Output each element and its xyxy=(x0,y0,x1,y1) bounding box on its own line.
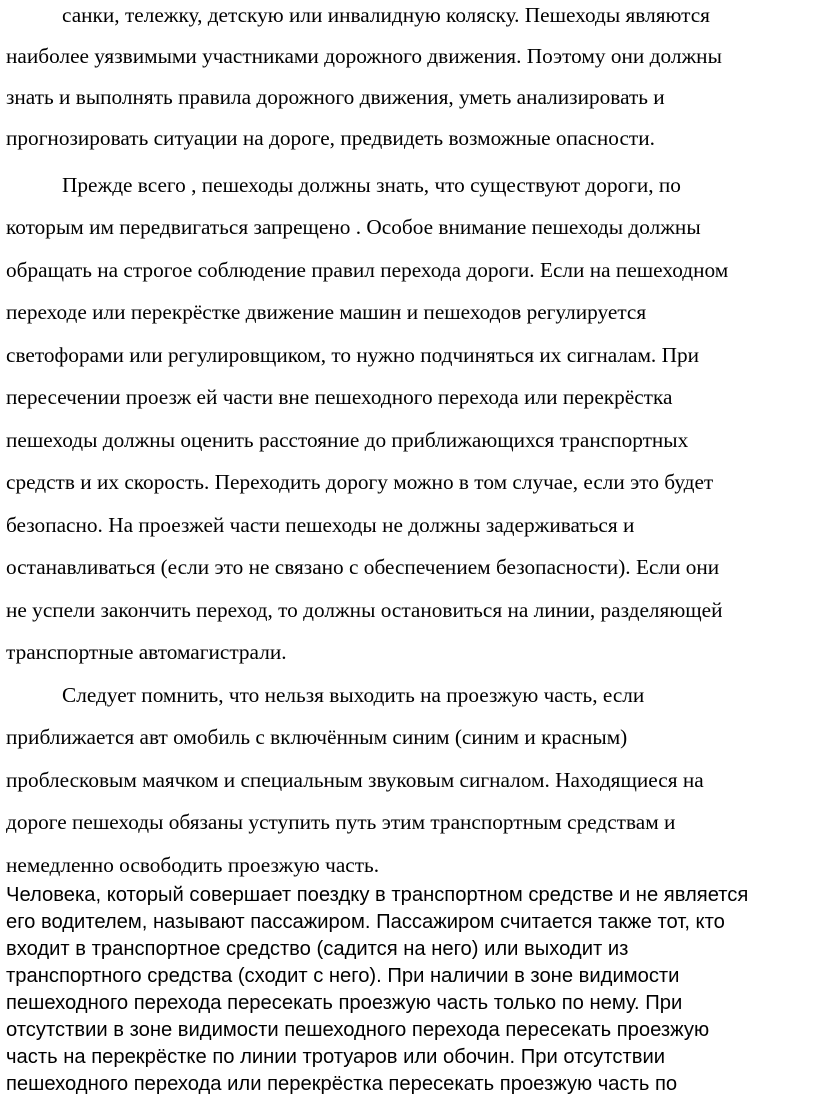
text-line: останавливаться (если это не связано с обеспечением безопасности). Если они xyxy=(6,555,720,579)
text-line: приближается авт омобиль с включённым синим (синим и красным) xyxy=(6,725,628,749)
text-line: пересечении проезж ей части вне пешеходного перехода или перекрёстка xyxy=(6,385,673,409)
text-line: переходе или перекрёстке движение машин и пешеходов регулируется xyxy=(6,300,647,324)
text-line: Прежде всего , пешеходы должны знать, что существуют дороги, по xyxy=(62,173,681,197)
text-line: Следует помнить, что нельзя выходить на проезжую часть, если xyxy=(62,683,645,707)
text-line: пешеходного перехода пересекать проезжую часть только по нему. При xyxy=(6,992,683,1014)
text-line: входит в транспортное средство (садится на него) или выходит из xyxy=(6,938,629,960)
text-line: транспортные автомагистрали. xyxy=(6,640,287,664)
text-line: санки, тележку, детскую или инвалидную коляску. Пешеходы являются xyxy=(62,3,710,27)
text-line: безопасно. На проезжей части пешеходы не должны задерживаться и xyxy=(6,513,635,537)
text-line: дороге пешеходы обязаны уступить путь этим транспортным средствам и xyxy=(6,810,676,834)
text-line: немедленно освободить проезжую часть. xyxy=(6,853,380,877)
text-line: которым им передвигаться запрещено . Особое внимание пешеходы должны xyxy=(6,215,701,239)
text-line: светофорами или регулировщиком, то нужно подчиняться их сигналам. При xyxy=(6,343,699,367)
text-line: проблесковым маячком и специальным звуковым сигналом. Находящиеся на xyxy=(6,768,704,792)
text-line: наиболее уязвимыми участниками дорожного движения. Поэтому они должны xyxy=(6,44,722,68)
text-line: пешеходы должны оценить расстояние до приближающихся транспортных xyxy=(6,428,689,452)
text-line: обращать на строгое соблюдение правил перехода дороги. Если на пешеходном xyxy=(6,258,729,282)
text-line: прогнозировать ситуации на дороге, предвидеть возможные опасности. xyxy=(6,126,655,150)
text-line: его водителем, называют пассажиром. Пассажиром считается также тот, кто xyxy=(6,911,725,933)
text-line: Человека, который совершает поездку в транспортном средстве и не является xyxy=(6,884,749,906)
text-line: часть на перекрёстке по линии тротуаров или обочин. При отсутствии xyxy=(6,1046,666,1068)
text-line: транспортного средства (сходит с него). При наличии в зоне видимости xyxy=(6,965,680,987)
text-line: не успели закончить переход, то должны остановиться на линии, разделяющей xyxy=(6,598,723,622)
text-line: средств и их скорость. Переходить дорогу можно в том случае, если это будет xyxy=(6,470,714,494)
text-line: пешеходного перехода или перекрёстка пересекать проезжую часть по xyxy=(6,1073,678,1095)
text-line: отсутствии в зоне видимости пешеходного перехода пересекать проезжую xyxy=(6,1019,710,1041)
text-line: знать и выполнять правила дорожного движения, уметь анализировать и xyxy=(6,85,665,109)
